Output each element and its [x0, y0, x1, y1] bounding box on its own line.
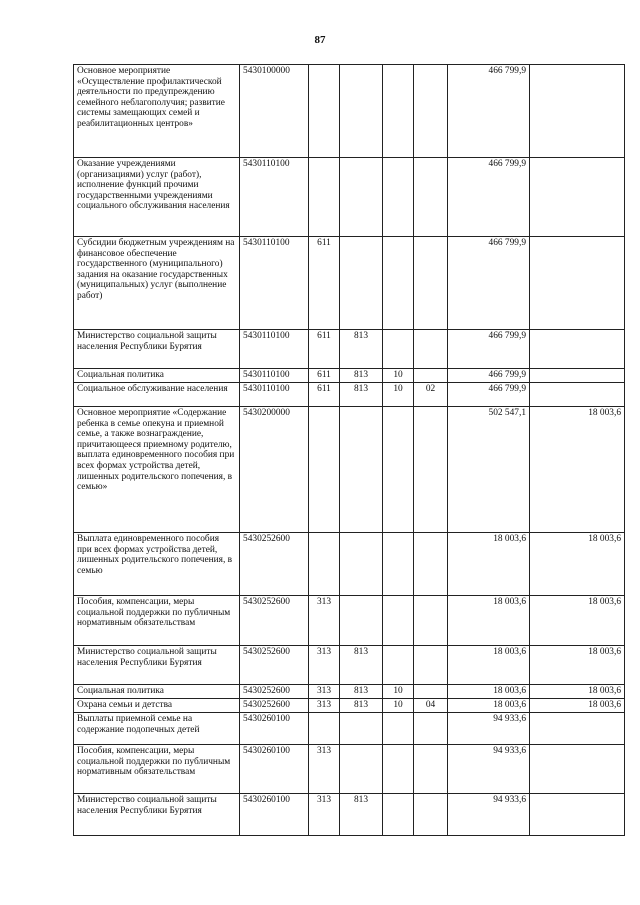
- row-name: Пособия, компенсации, меры социальной поддержки по публичным нормативным обязательствам: [74, 745, 240, 794]
- subsection-code: [414, 237, 448, 330]
- row-name: Министерство социальной защиты населения Республики Бурятия: [74, 330, 240, 369]
- row-name: Министерство социальной защиты населения Республики Бурятия: [74, 646, 240, 685]
- section-code: [383, 794, 414, 836]
- row-name: Министерство социальной защиты населения Республики Бурятия: [74, 794, 240, 836]
- expense-type-code: 313: [309, 685, 340, 699]
- section-code: [383, 237, 414, 330]
- amount-total: 502 547,1: [448, 407, 530, 533]
- table-body: [74, 65, 625, 836]
- subsection-code: [414, 685, 448, 699]
- target-article-code: 5430252600: [240, 699, 309, 713]
- table-row: [74, 794, 625, 836]
- section-code: 10: [383, 685, 414, 699]
- amount-federal: 18 003,6: [530, 699, 625, 713]
- section-code: [383, 407, 414, 533]
- row-name: Социальная политика: [74, 369, 240, 383]
- amount-total: 94 933,6: [448, 713, 530, 745]
- budget-admin-code: [340, 65, 383, 158]
- budget-admin-code: [340, 237, 383, 330]
- subsection-code: [414, 533, 448, 596]
- subsection-code: [414, 745, 448, 794]
- expense-type-code: [309, 713, 340, 745]
- page-number: 87: [314, 34, 326, 46]
- amount-total: 466 799,9: [448, 383, 530, 407]
- target-article-code: 5430110100: [240, 237, 309, 330]
- table-row: [74, 596, 625, 646]
- budget-admin-code: [340, 158, 383, 237]
- table-row: [74, 646, 625, 685]
- table-row: [74, 237, 625, 330]
- amount-total: 18 003,6: [448, 533, 530, 596]
- expense-type-code: 313: [309, 794, 340, 836]
- amount-federal: 18 003,6: [530, 407, 625, 533]
- budget-admin-code: [340, 745, 383, 794]
- amount-federal: [530, 383, 625, 407]
- budget-admin-code: 813: [340, 330, 383, 369]
- table-row: [74, 65, 625, 158]
- section-code: [383, 646, 414, 685]
- section-code: 10: [383, 383, 414, 407]
- budget-admin-code: [340, 533, 383, 596]
- subsection-code: 04: [414, 699, 448, 713]
- table-row: [74, 330, 625, 369]
- table-row: [74, 699, 625, 713]
- subsection-code: 02: [414, 383, 448, 407]
- amount-federal: [530, 713, 625, 745]
- expense-type-code: 313: [309, 646, 340, 685]
- subsection-code: [414, 596, 448, 646]
- target-article-code: 5430200000: [240, 407, 309, 533]
- budget-admin-code: 813: [340, 369, 383, 383]
- table-row: [74, 533, 625, 596]
- section-code: [383, 596, 414, 646]
- row-name: Социальное обслуживание населения: [74, 383, 240, 407]
- section-code: [383, 158, 414, 237]
- subsection-code: [414, 369, 448, 383]
- subsection-code: [414, 330, 448, 369]
- amount-federal: [530, 237, 625, 330]
- table-row: [74, 158, 625, 237]
- amount-federal: [530, 745, 625, 794]
- amount-total: 18 003,6: [448, 685, 530, 699]
- subsection-code: [414, 794, 448, 836]
- subsection-code: [414, 646, 448, 685]
- table-row: [74, 369, 625, 383]
- section-code: [383, 65, 414, 158]
- amount-federal: [530, 158, 625, 237]
- budget-admin-code: [340, 407, 383, 533]
- expense-type-code: 611: [309, 330, 340, 369]
- amount-federal: 18 003,6: [530, 646, 625, 685]
- amount-federal: [530, 65, 625, 158]
- amount-total: 466 799,9: [448, 330, 530, 369]
- amount-federal: 18 003,6: [530, 533, 625, 596]
- expense-type-code: 313: [309, 699, 340, 713]
- amount-federal: [530, 330, 625, 369]
- table-row: [74, 407, 625, 533]
- target-article-code: 5430110100: [240, 369, 309, 383]
- amount-total: 466 799,9: [448, 237, 530, 330]
- amount-total: 94 933,6: [448, 794, 530, 836]
- expense-type-code: 313: [309, 596, 340, 646]
- amount-federal: [530, 794, 625, 836]
- target-article-code: 5430252600: [240, 685, 309, 699]
- target-article-code: 5430110100: [240, 158, 309, 237]
- budget-admin-code: [340, 596, 383, 646]
- row-name: Субсидии бюджетным учреждениям на финансовое обеспечение государственного (муниципального) задания на оказание государственных (муниципальных) услуг (выполнение работ): [74, 237, 240, 330]
- subsection-code: [414, 713, 448, 745]
- amount-federal: [530, 369, 625, 383]
- section-code: 10: [383, 699, 414, 713]
- row-name: Выплата единовременного пособия при всех формах устройства детей, лишенных родительского попечения, в семью: [74, 533, 240, 596]
- row-name: Социальная политика: [74, 685, 240, 699]
- target-article-code: 5430260100: [240, 745, 309, 794]
- section-code: 10: [383, 369, 414, 383]
- target-article-code: 5430252600: [240, 596, 309, 646]
- budget-admin-code: [340, 713, 383, 745]
- amount-total: 94 933,6: [448, 745, 530, 794]
- section-code: [383, 745, 414, 794]
- target-article-code: 5430252600: [240, 533, 309, 596]
- section-code: [383, 533, 414, 596]
- amount-total: 466 799,9: [448, 158, 530, 237]
- expense-type-code: [309, 158, 340, 237]
- row-name: Основное мероприятие «Осуществление профилактической деятельности по предупреждению семейного неблагополучия; развитие системы замещающих семей и реабилитационных центров»: [74, 65, 240, 158]
- row-name: Пособия, компенсации, меры социальной поддержки по публичным нормативным обязательствам: [74, 596, 240, 646]
- amount-total: 466 799,9: [448, 65, 530, 158]
- target-article-code: 5430260100: [240, 794, 309, 836]
- amount-total: 18 003,6: [448, 646, 530, 685]
- amount-total: 466 799,9: [448, 369, 530, 383]
- table-row: [74, 685, 625, 699]
- budget-admin-code: 813: [340, 685, 383, 699]
- row-name: Оказание учреждениями (организациями) услуг (работ), исполнение функций прочими государственными учреждениями социального обслуживания населения: [74, 158, 240, 237]
- subsection-code: [414, 65, 448, 158]
- amount-total: 18 003,6: [448, 699, 530, 713]
- expense-type-code: [309, 533, 340, 596]
- target-article-code: 5430260100: [240, 713, 309, 745]
- amount-total: 18 003,6: [448, 596, 530, 646]
- budget-admin-code: 813: [340, 699, 383, 713]
- amount-federal: 18 003,6: [530, 596, 625, 646]
- section-code: [383, 713, 414, 745]
- target-article-code: 5430110100: [240, 330, 309, 369]
- expense-type-code: 611: [309, 383, 340, 407]
- amount-federal: 18 003,6: [530, 685, 625, 699]
- budget-admin-code: 813: [340, 646, 383, 685]
- target-article-code: 5430100000: [240, 65, 309, 158]
- expense-type-code: 313: [309, 745, 340, 794]
- expense-type-code: [309, 407, 340, 533]
- row-name: Выплаты приемной семье на содержание подопечных детей: [74, 713, 240, 745]
- section-code: [383, 330, 414, 369]
- row-name: Основное мероприятие «Содержание ребенка в семье опекуна и приемной семье, а также вознаграждение, причитающееся приемному родителю, выплата единовременного пособия при всех формах устройства детей, лишенных родительского попечения, в семью»: [74, 407, 240, 533]
- target-article-code: 5430110100: [240, 383, 309, 407]
- subsection-code: [414, 158, 448, 237]
- budget-admin-code: 813: [340, 383, 383, 407]
- expense-type-code: 611: [309, 369, 340, 383]
- expense-type-code: 611: [309, 237, 340, 330]
- expense-type-code: [309, 65, 340, 158]
- budget-table: [73, 64, 625, 836]
- target-article-code: 5430252600: [240, 646, 309, 685]
- table-row: [74, 745, 625, 794]
- row-name: Охрана семьи и детства: [74, 699, 240, 713]
- table-row: [74, 383, 625, 407]
- table-row: [74, 713, 625, 745]
- budget-admin-code: 813: [340, 794, 383, 836]
- subsection-code: [414, 407, 448, 533]
